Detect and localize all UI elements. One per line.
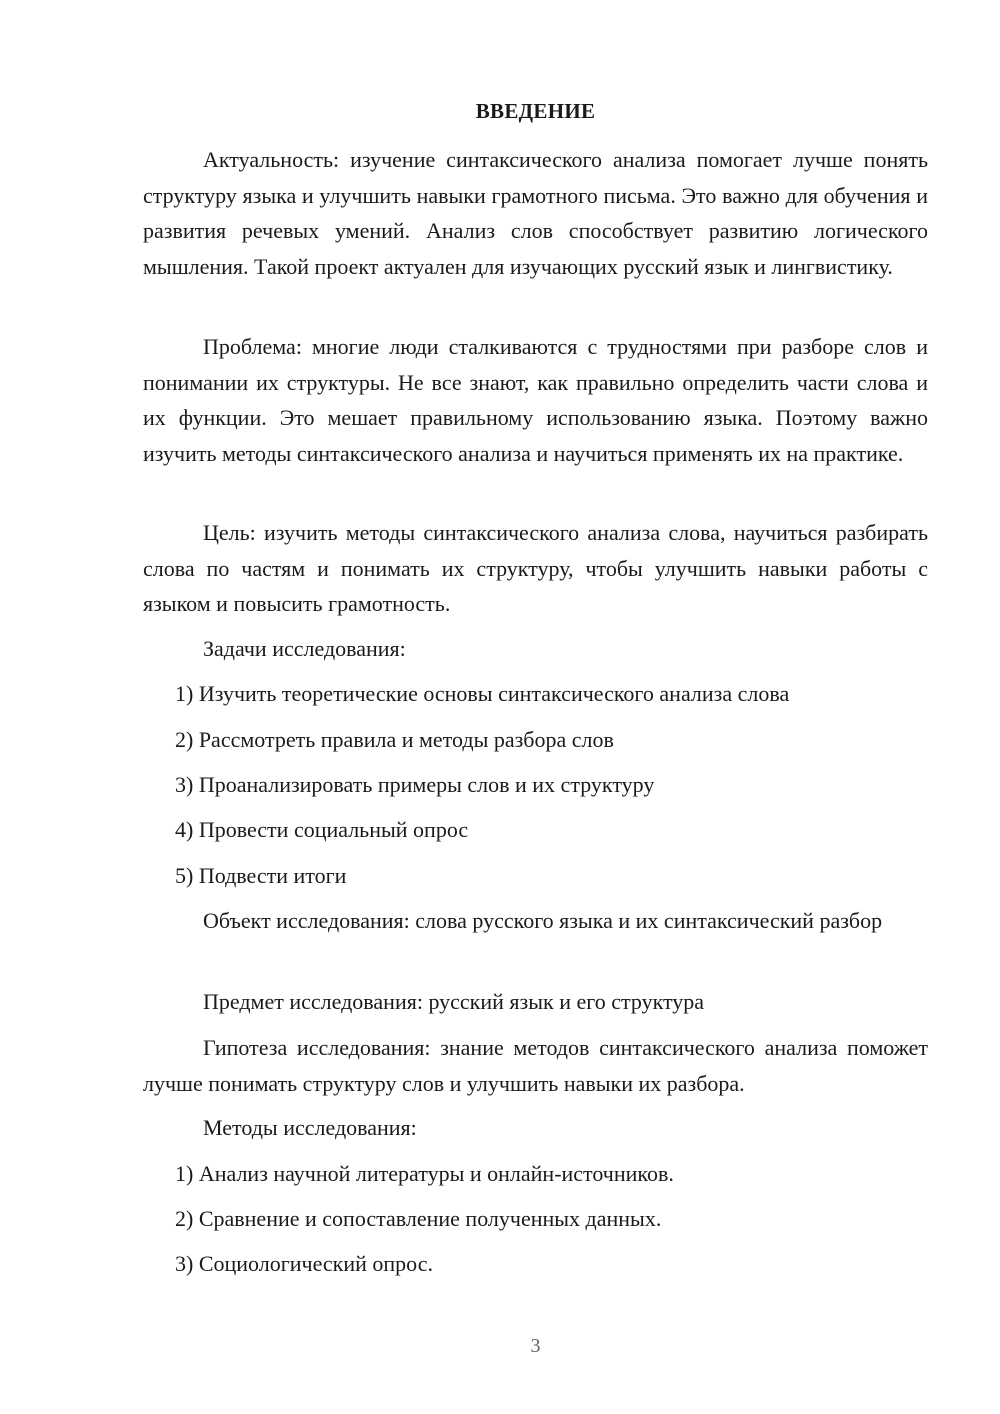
methods-heading: Методы исследования: (203, 1115, 417, 1140)
task-item: 5) Подвести итоги (175, 863, 347, 888)
problem-paragraph: Проблема: многие люди сталкиваются с трудностями при разборе слов и понимании их структуры. Не все знают, как правильно определить части слова и их функции. Это мешает правильному использованию языка. Поэтому важно изучить методы синтаксического анализа и научиться применять их на практике. (143, 334, 928, 466)
task-item: 3) Проанализировать примеры слов и их структуру (175, 772, 655, 797)
tasks-heading: Задачи исследования: (203, 636, 406, 661)
section-title: ВВЕДЕНИЕ (475, 99, 596, 123)
hypothesis-paragraph: Гипотеза исследования: знание методов синтаксического анализа поможет лучше понимать структуру слов и улучшить навыки их разбора. (143, 1035, 928, 1096)
method-item: 1) Анализ научной литературы и онлайн-источников. (175, 1161, 674, 1186)
relevance-paragraph: Актуальность: изучение синтаксического анализа помогает лучше понять структуру языка и улучшить навыки грамотного письма. Это важно для обучения и развития речевых умений. Анализ слов способствует развитию логического мышления. Такой проект актуален для изучающих русский язык и лингвистику. (143, 147, 928, 279)
task-item: 1) Изучить теоретические основы синтаксического анализа слова (175, 681, 790, 706)
subject-paragraph: Предмет исследования: русский язык и его структура (203, 989, 705, 1014)
page-number: 3 (530, 1335, 541, 1357)
document-page (143, 0, 928, 1414)
object-paragraph: Объект исследования: слова русского языка и их синтаксический разбор (203, 908, 883, 933)
method-item: 3) Социологический опрос. (175, 1251, 433, 1276)
goal-paragraph: Цель: изучить методы синтаксического анализа слова, научиться разбирать слова по частям и понимать их структуру, чтобы улучшить навыки работы с языком и повысить грамотность. (143, 520, 928, 616)
task-item: 4) Провести социальный опрос (175, 817, 469, 842)
task-item: 2) Рассмотреть правила и методы разбора слов (175, 727, 614, 752)
method-item: 2) Сравнение и сопоставление полученных данных. (175, 1206, 662, 1231)
